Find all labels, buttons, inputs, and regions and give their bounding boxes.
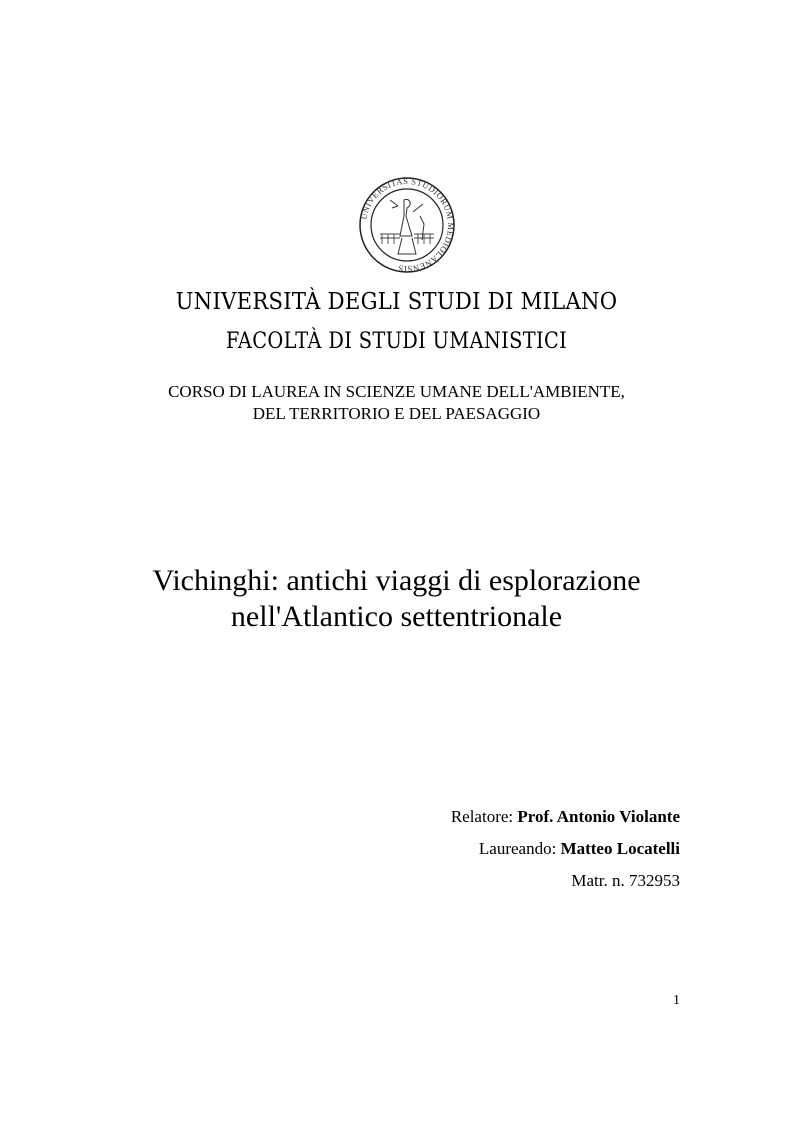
supervisor-label: Relatore: bbox=[450, 807, 518, 826]
student-name: Matteo Locatelli bbox=[560, 839, 680, 858]
university-seal-icon bbox=[358, 176, 456, 274]
course-line-1: CORSO DI LAUREA IN SCIENZE UMANE DELL'AMBIENTE, bbox=[168, 382, 625, 401]
page-number: 1 bbox=[673, 993, 680, 1008]
svg-text:UNIVERSITAS STUDIORUM MEDIOLAN: UNIVERSITAS STUDIORUM MEDIOLANENSIS bbox=[358, 176, 456, 274]
course-line-2: DEL TERRITORIO E DEL PAESAGGIO bbox=[252, 404, 541, 423]
thesis-title-line-1: Vichinghi: antichi viaggi di esplorazione bbox=[152, 564, 641, 597]
matriculation-number: Matr. n. 732953 bbox=[571, 871, 680, 890]
thesis-title-line-2: nell'Atlantico settentrionale bbox=[230, 600, 563, 633]
faculty-name: FACOLTÀ DI STUDI UMANISTICI bbox=[225, 329, 568, 354]
university-name: UNIVERSITÀ DEGLI STUDI DI MILANO bbox=[175, 287, 618, 315]
student-label: Laureando: bbox=[478, 839, 561, 858]
student bbox=[479, 839, 680, 859]
supervisor-name: Prof. Antonio Violante bbox=[517, 807, 680, 826]
course-name bbox=[0, 381, 793, 425]
supervisor bbox=[451, 807, 680, 827]
thesis-title bbox=[0, 563, 793, 635]
